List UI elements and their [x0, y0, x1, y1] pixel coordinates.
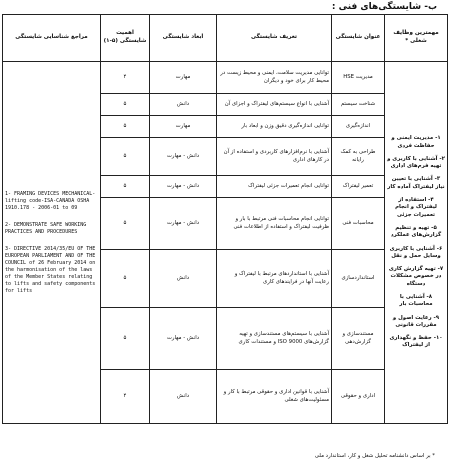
reference-item: 1- FRAMING DEVICES MECHANICAL-lifting code-ISA-CANADA OSHA 1910.178 - 2006-01 to 09 [5, 190, 96, 211]
competency-definition: آشنایی با قوانین اداری و حقوقی مرتبط با کار و مسئولیت‌های شغلی [217, 370, 332, 424]
header-duties: مهمترین وظایف شغلی * [385, 15, 448, 62]
competency-title: محاسبات فنی [332, 198, 385, 250]
competency-importance: ۴ [101, 370, 150, 424]
duty-item: ۲- آشنایی با کاربری و تهیه فرم‌های اداری [387, 155, 445, 170]
header-title: عنوان شایستگی [332, 15, 385, 62]
competency-definition: توانایی اندازه‌گیری دقیق وزن و ابعاد بار [217, 116, 332, 138]
competency-table [2, 14, 448, 424]
competency-importance: ۵ [101, 308, 150, 370]
duty-item: ۱- مدیریت ایمنی و حفاظت فردی [391, 135, 441, 149]
competency-definition: آشنایی با استانداردهای مرتبط با لیفتراک و رعایت آنها در فرایندهای کاری [217, 250, 332, 308]
reference-item: 3- DIRECTIVE 2014/35/EU OF THE EUROPEAN PARLIAMENT AND OF THE COUNCIL of 26 February 2014 on the harmonisation of the laws of the Member States relating to lifts and safety components for lifts [5, 245, 96, 294]
duty-item: ۳- آشنایی با تعیین نیاز لیفتراک آماده کار [387, 176, 445, 190]
competency-definition: آشنایی با نرم‌افزارهای کاربردی و استفاده از آن در کارهای اداری [217, 138, 332, 176]
duty-item: ۸- آشنایی با محاسبات بار [399, 293, 433, 308]
duty-item: ۱۰- حفظ و نگهداری از لیفتراک [389, 335, 443, 349]
competency-definition: آشنایی با انواع سیستم‌های لیفتراک و اجزای آن [217, 94, 332, 116]
competency-dimension: دانش [150, 250, 217, 308]
competency-importance: ۵ [101, 94, 150, 116]
competency-dimension: دانش - مهارت [150, 176, 217, 198]
competency-title: اندازه‌گیری [332, 116, 385, 138]
duty-item: ۶- آشنایی با کاربری وسایل حمل و نقل [389, 245, 443, 259]
competency-title: استانداردسازی [332, 250, 385, 308]
references-cell [3, 62, 101, 424]
header-definition: تعریف شایستگی [217, 15, 332, 62]
competency-dimension: دانش - مهارت [150, 308, 217, 370]
competency-importance: ۵ [101, 176, 150, 198]
competency-importance: ۵ [101, 116, 150, 138]
competency-dimension: مهارت [150, 116, 217, 138]
competency-definition: توانایی مدیریت سلامت، ایمنی و محیط زیست در محیط کار برای خود و دیگران [217, 62, 332, 94]
header-importance: اهمیت شایستگی (۵-۱) [101, 15, 150, 62]
table-header-row [3, 15, 448, 62]
competency-dimension: دانش [150, 370, 217, 424]
competency-title: شناخت سیستم [332, 94, 385, 116]
competency-dimension: دانش [150, 94, 217, 116]
competency-importance: ۴ [101, 62, 150, 94]
duty-item: ۴- استفاده از لیفتراک و انجام تعمیرات جزئی [395, 197, 437, 218]
competency-title: مدیریت HSE [332, 62, 385, 94]
competency-definition: آشنایی با سیستم‌های مستندسازی و تهیه گزارش‌های ISO 9000 و مستندات کاری [217, 308, 332, 370]
section-heading: ب- شایستگی‌های فنی : [331, 2, 437, 12]
duty-item: ۵- تهیه و تنظیم گزارش‌های عملکرد [390, 224, 442, 239]
competency-definition: توانایی انجام محاسبات فنی مرتبط با بار و ظرفیت لیفتراک و استفاده از اطلاعات فنی [217, 198, 332, 250]
competency-importance: ۵ [101, 198, 150, 250]
duty-item: ۹- رعایت اصول و مقررات قانونی [392, 314, 440, 328]
header-reference: مراجع شناسایی شایستگی [3, 15, 101, 62]
competency-importance: ۵ [101, 250, 150, 308]
competency-title: اداری و حقوقی [332, 370, 385, 424]
duty-item: ۷- تهیه گزارش کاری در خصوص مشکلات دستگاه [388, 266, 444, 287]
footnote: * بر اساس دانشنامه تحلیل شغل و کار، استاندارد ملی [314, 453, 435, 459]
competency-dimension: دانش - مهارت [150, 198, 217, 250]
competency-title: طراحی به کمک رایانه [332, 138, 385, 176]
competency-title: تعمیر لیفتراک [332, 176, 385, 198]
competency-definition: توانایی انجام تعمیرات جزئی لیفتراک [217, 176, 332, 198]
competency-dimension: دانش - مهارت [150, 138, 217, 176]
duties-cell [385, 62, 448, 424]
header-dimension: ابعاد شایستگی [150, 15, 217, 62]
reference-item: 2- DEMONSTRATE SAFE WORKING PRACTICES AND PROCEDURES [5, 221, 87, 235]
table-row [3, 62, 448, 94]
competency-title: مستندسازی و گزارش‌دهی [332, 308, 385, 370]
competency-importance: ۵ [101, 138, 150, 176]
competency-dimension: مهارت [150, 62, 217, 94]
